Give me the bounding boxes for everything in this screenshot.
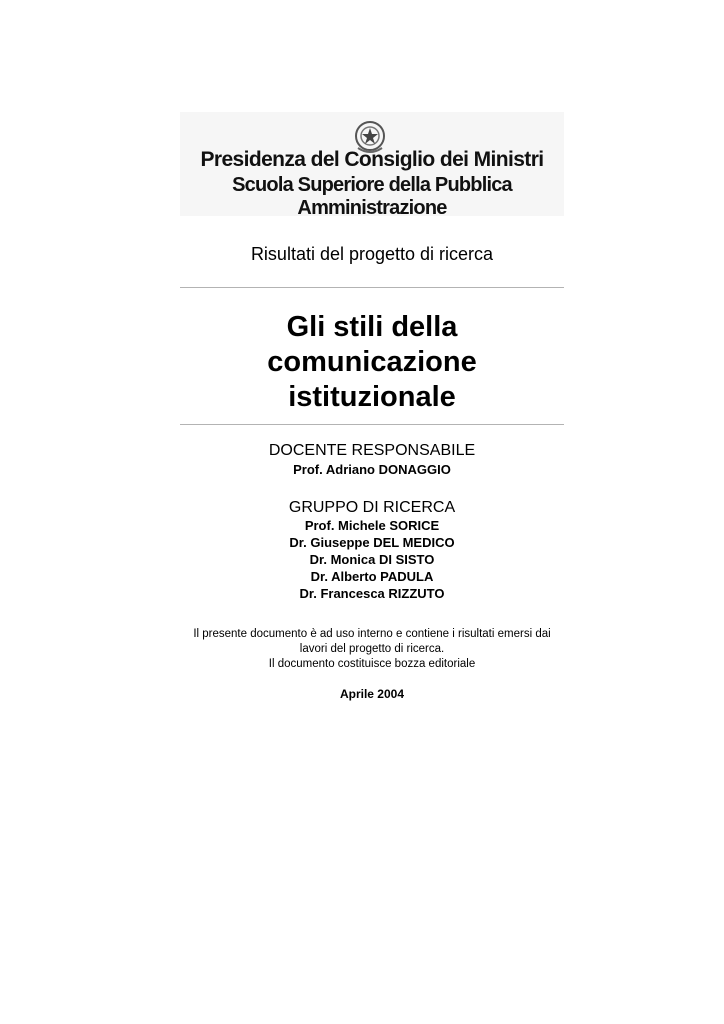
research-group-member: Dr. Monica DI SISTO [309,552,435,567]
document-subtitle: Risultati del progetto di ricerca [250,244,494,264]
note-line: lavori del progetto di ricerca. [299,643,445,655]
document-date: Aprile 2004 [339,687,405,701]
institution-name: Presidenza del Consiglio dei Ministri [200,148,544,171]
bottom-divider [180,424,564,425]
institution-header [180,112,564,219]
research-group-member: Dr. Giuseppe DEL MEDICO [289,535,455,550]
research-group-member: Dr. Alberto PADULA [310,569,434,584]
title-line: istituzionale [288,381,456,413]
top-divider [180,287,564,288]
document-title [180,310,564,415]
school-name: Scuola Superiore della Pubblica Amministrazione [232,174,512,219]
note-line: Il presente documento è ad uso interno e contiene i risultati emersi dai [193,628,551,640]
title-line: comunicazione [267,346,477,378]
research-group-member: Dr. Francesca RIZZUTO [299,586,445,601]
research-group-member: Prof. Michele SORICE [304,518,440,533]
research-group-heading: GRUPPO DI RICERCA [288,499,456,516]
note-line: Il documento costituisce bozza editoriale [268,658,476,670]
responsible-name: Prof. Adriano DONAGGIO [293,462,451,477]
responsible-heading: DOCENTE RESPONSABILE [268,442,476,459]
title-line: Gli stili della [286,311,458,343]
